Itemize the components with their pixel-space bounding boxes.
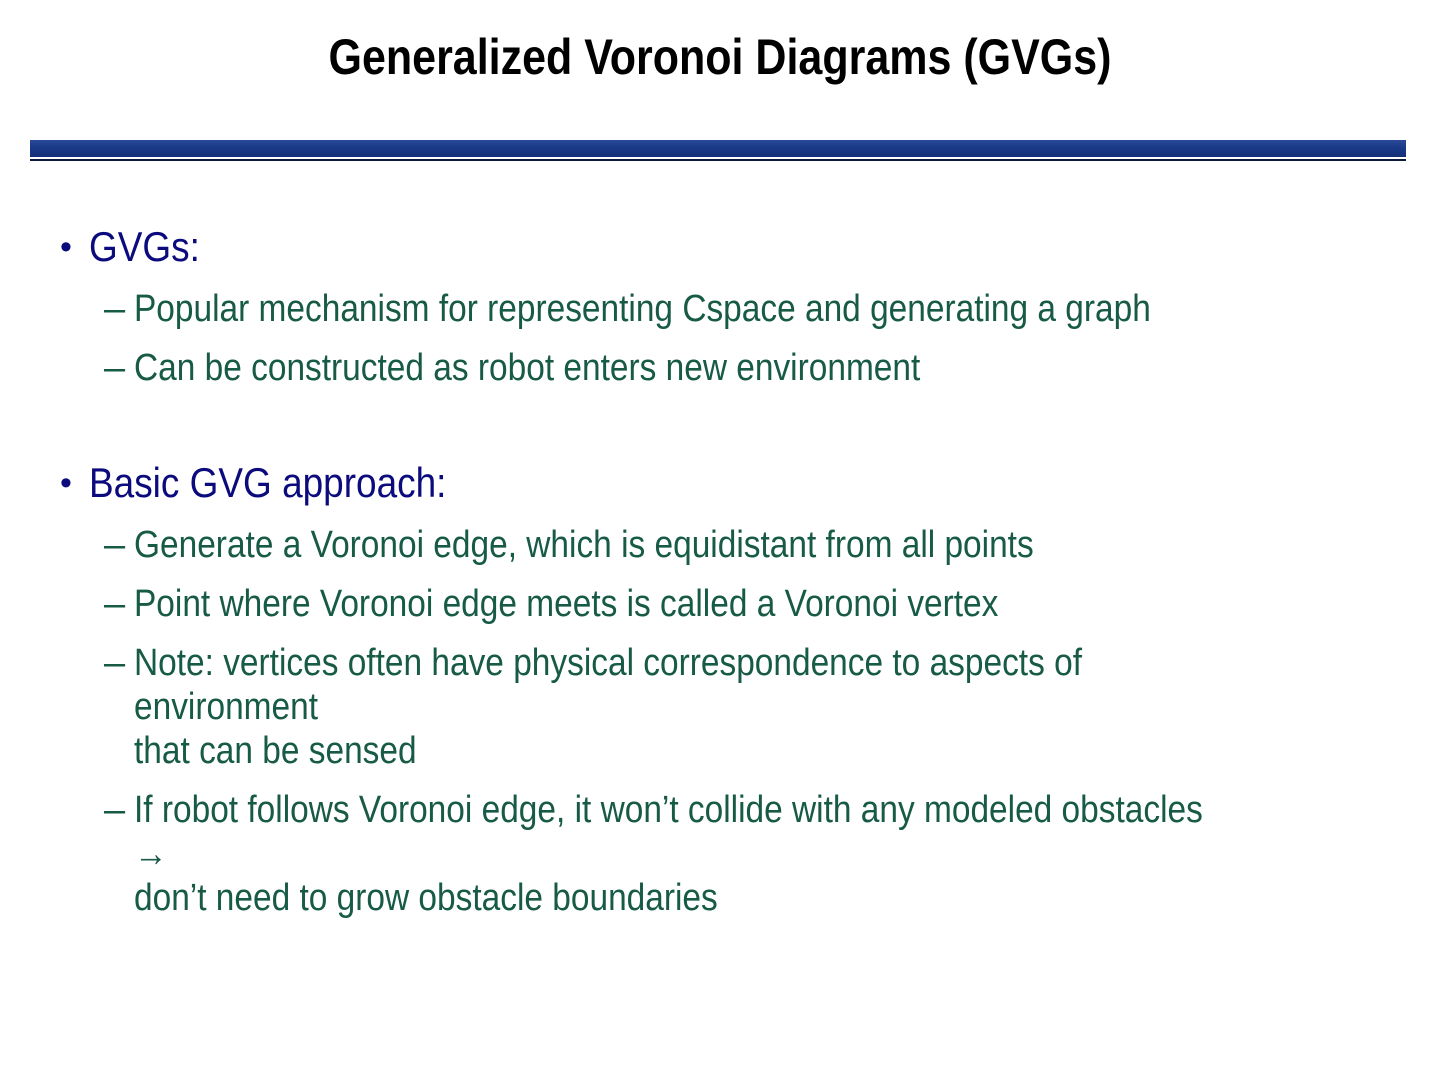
sub-dash: – bbox=[104, 524, 126, 566]
sub-item-text: Note: vertices often have physical correspondence to aspects of environment that can be sensed bbox=[134, 642, 1083, 772]
sub-item-text: Can be constructed as robot enters new environment bbox=[134, 347, 921, 389]
bullet-text: Basic GVG approach: bbox=[89, 459, 447, 506]
bullet-gvgs bbox=[60, 222, 1390, 272]
sub-dash: – bbox=[104, 583, 126, 625]
sub-item-text: Generate a Voronoi edge, which is equidistant from all points bbox=[134, 524, 1034, 566]
title-divider-thick bbox=[30, 140, 1406, 157]
bullet-dot: • bbox=[60, 228, 72, 266]
slide-body bbox=[60, 222, 1390, 920]
sub-dash: – bbox=[104, 789, 126, 831]
sub-item bbox=[104, 346, 1390, 390]
sub-dash: – bbox=[104, 288, 126, 330]
sub-item-text: If robot follows Voronoi edge, it won’t collide with any modeled obstacles → don’t need to grow obstacle boundaries bbox=[134, 789, 1203, 919]
sub-item bbox=[104, 287, 1390, 331]
sub-item bbox=[104, 641, 1390, 773]
bullet-text: GVGs: bbox=[89, 223, 200, 270]
sub-dash: – bbox=[104, 642, 126, 684]
title-divider-thin bbox=[30, 159, 1406, 161]
sub-item bbox=[104, 582, 1390, 626]
sub-item-text: Point where Voronoi edge meets is called a Voronoi vertex bbox=[134, 583, 999, 625]
sub-dash: – bbox=[104, 347, 126, 389]
section-gap bbox=[60, 390, 1390, 458]
sub-item-text: Popular mechanism for representing Cspace and generating a graph bbox=[134, 288, 1151, 330]
bullet-dot: • bbox=[60, 464, 72, 502]
sub-item bbox=[104, 788, 1390, 920]
bullet-basic-gvg-approach bbox=[60, 458, 1390, 508]
sub-item bbox=[104, 523, 1390, 567]
slide-title: Generalized Voronoi Diagrams (GVGs) bbox=[328, 29, 1112, 85]
